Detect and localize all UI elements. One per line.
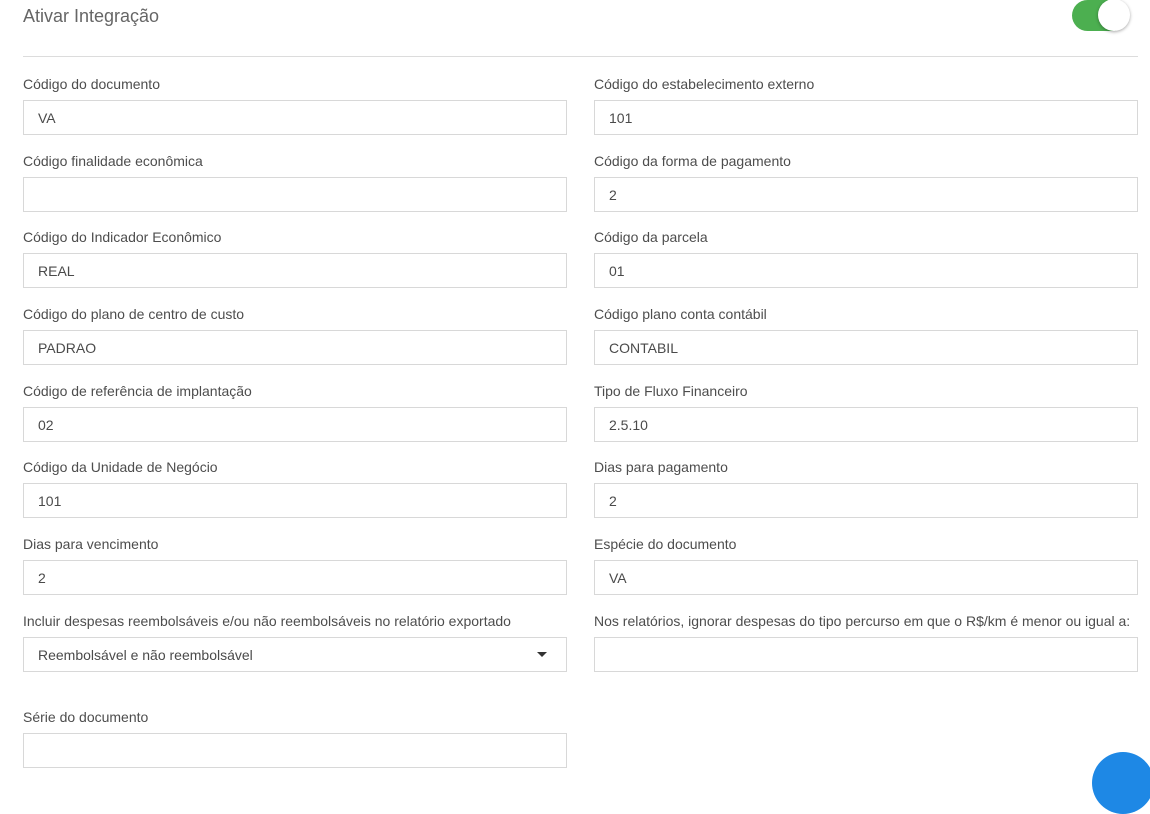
page-title: Ativar Integração xyxy=(23,6,160,26)
field-label: Código da parcela xyxy=(594,229,708,245)
codigo-unidade-input[interactable]: 101 xyxy=(23,483,567,518)
tipo-fluxo-input[interactable]: 2.5.10 xyxy=(594,407,1138,442)
codigo-referencia-input[interactable]: 02 xyxy=(23,407,567,442)
codigo-plano-conta-input[interactable]: CONTABIL xyxy=(594,330,1138,365)
field-label: Código finalidade econômica xyxy=(23,153,203,169)
codigo-plano-centro-input[interactable]: PADRAO xyxy=(23,330,567,365)
field-label: Espécie do documento xyxy=(594,536,737,552)
field-label: Tipo de Fluxo Financeiro xyxy=(594,383,748,399)
dias-pagamento-input[interactable]: 2 xyxy=(594,483,1138,518)
field-label: Série do documento xyxy=(23,709,149,725)
codigo-indicador-input[interactable]: REAL xyxy=(23,253,567,288)
select-value: Reembolsável e não reembolsável xyxy=(38,646,253,663)
field-codigo-finalidade xyxy=(23,152,567,212)
codigo-forma-pagamento-input[interactable]: 2 xyxy=(594,177,1138,212)
field-codigo-documento xyxy=(23,75,567,135)
integration-toggle[interactable] xyxy=(1072,0,1128,31)
field-codigo-referencia xyxy=(23,382,567,442)
field-label: Código da forma de pagamento xyxy=(594,153,791,169)
codigo-documento-input[interactable]: VA xyxy=(23,100,567,135)
codigo-estabelecimento-input[interactable]: 101 xyxy=(594,100,1138,135)
incluir-despesas-select[interactable] xyxy=(23,637,567,672)
integration-header xyxy=(23,0,1138,57)
codigo-finalidade-input[interactable] xyxy=(23,177,567,212)
field-dias-vencimento xyxy=(23,535,567,595)
field-label: Código do plano de centro de custo xyxy=(23,306,245,322)
field-tipo-fluxo xyxy=(594,382,1138,442)
field-codigo-estabelecimento xyxy=(594,75,1138,135)
field-label: Código da Unidade de Negócio xyxy=(23,459,218,475)
field-label: Código de referência de implantação xyxy=(23,383,252,399)
field-label: Código plano conta contábil xyxy=(594,306,767,322)
field-label: Nos relatórios, ignorar despesas do tipo percurso em que o R$/km é menor ou igual a: xyxy=(594,613,1131,629)
field-codigo-indicador xyxy=(23,228,567,288)
field-label: Incluir despesas reembolsáveis e/ou não reembolsáveis no relatório exportado xyxy=(23,613,511,629)
field-label: Dias para pagamento xyxy=(594,459,728,475)
field-especie-documento xyxy=(594,535,1138,595)
field-codigo-plano-centro xyxy=(23,305,567,365)
codigo-parcela-input[interactable]: 01 xyxy=(594,253,1138,288)
field-label: Dias para vencimento xyxy=(23,536,159,552)
field-label: Código do estabelecimento externo xyxy=(594,76,815,92)
caret-down-icon xyxy=(537,652,547,657)
toggle-knob[interactable] xyxy=(1098,0,1130,31)
dias-vencimento-input[interactable]: 2 xyxy=(23,560,567,595)
especie-documento-input[interactable]: VA xyxy=(594,560,1138,595)
floating-action-button[interactable] xyxy=(1092,752,1150,814)
field-codigo-plano-conta xyxy=(594,305,1138,365)
field-codigo-forma-pagamento xyxy=(594,152,1138,212)
field-ignorar-percurso xyxy=(594,612,1138,672)
field-incluir-despesas xyxy=(23,612,567,672)
field-serie-documento xyxy=(23,708,567,768)
field-dias-pagamento xyxy=(594,458,1138,518)
field-codigo-parcela xyxy=(594,228,1138,288)
serie-documento-input[interactable] xyxy=(23,733,567,768)
ignorar-percurso-input[interactable] xyxy=(594,637,1138,672)
field-label: Código do Indicador Econômico xyxy=(23,229,222,245)
field-codigo-unidade xyxy=(23,458,567,518)
field-label: Código do documento xyxy=(23,76,160,92)
